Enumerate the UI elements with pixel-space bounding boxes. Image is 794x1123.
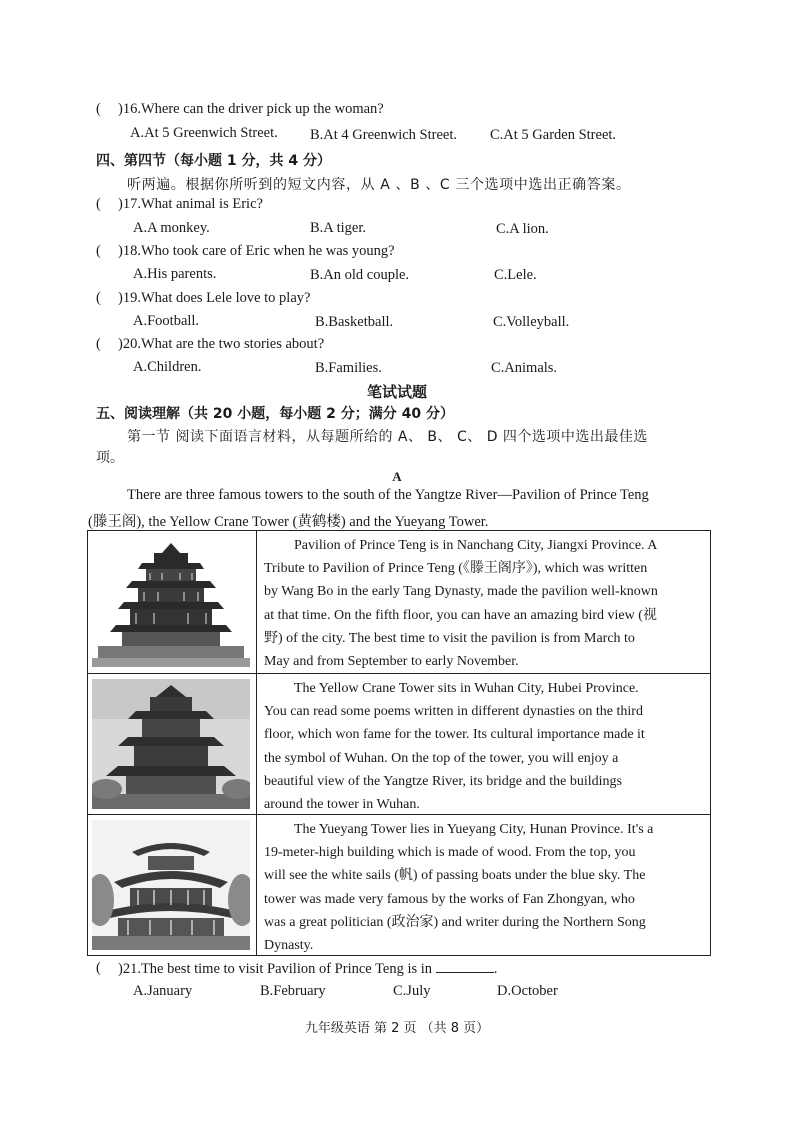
row-line: floor, which won fame for the tower. Its cultural importance made it <box>264 727 645 743</box>
q18-option-c: C.Lele. <box>494 267 537 283</box>
yellow-crane-tower-image <box>92 679 250 809</box>
q18-option-b: B.An old couple. <box>310 267 410 283</box>
passage-intro-line2: (滕王阁), the Yellow Crane Tower (黄鹤楼) and the Yueyang Tower. <box>88 514 489 530</box>
question-21-text: )21.The best time to visit Pavilion of Prince Teng is in <box>118 961 433 977</box>
q18-option-a: A.His parents. <box>133 266 217 282</box>
q21-option-c: C.July <box>393 983 431 999</box>
row-line: Tribute to Pavilion of Prince Teng (《滕王阁序》), which was written <box>264 561 648 577</box>
table-row <box>88 674 710 815</box>
q16-option-c: C.At 5 Garden Street. <box>490 127 617 143</box>
q21-option-d: D.October <box>497 983 558 999</box>
q19-option-b: B.Basketball. <box>315 314 394 330</box>
row-line: 19-meter-high building which is made of wood. From the top, you <box>264 845 636 861</box>
q21-option-b: B.February <box>260 983 326 999</box>
section4-instruction: 听两遍。根据你所听到的短文内容，从 A 、B 、C 三个选项中选出正确答案。 <box>127 177 631 193</box>
row-line: Dynasty. <box>264 938 314 954</box>
written-title: 笔试试题 <box>366 383 427 401</box>
q20-option-a: A.Children. <box>133 359 202 375</box>
row-line: May and from September to early November. <box>264 654 519 670</box>
question-19: )19.What does Lele love to play? <box>118 290 311 306</box>
table-row <box>88 531 710 674</box>
q21-option-a: A.January <box>133 983 193 999</box>
q20-option-c: C.Animals. <box>491 360 558 376</box>
passage-label: A <box>392 469 402 484</box>
row-line: the symbol of Wuhan. On the top of the tower, you will enjoy a <box>264 750 619 766</box>
q17-option-a: A.A monkey. <box>133 220 210 236</box>
question-18: )18.Who took care of Eric when he was young? <box>118 243 395 259</box>
row-line: You can read some poems written in different dynasties on the third <box>264 704 643 720</box>
question-21-end: . <box>493 961 498 977</box>
passage-intro-line1: There are three famous towers to the south of the Yangtze River—Pavilion of Prince Teng <box>127 487 649 503</box>
row-line: The Yellow Crane Tower sits in Wuhan City, Hubei Province. <box>294 681 639 696</box>
row-text <box>264 818 704 957</box>
question-17: )17.What animal is Eric? <box>118 196 263 212</box>
q19-option-c: C.Volleyball. <box>493 314 570 330</box>
table-row <box>88 815 710 955</box>
row-line: beautiful view of the Yangtze River, its bridge and the buildings <box>264 773 622 789</box>
row-line: was a great politician (政治家) and writer during the Northern Song <box>264 914 646 930</box>
answer-paren: ( <box>96 960 101 976</box>
q17-option-b: B.A tiger. <box>310 220 366 236</box>
row-line: at that time. On the fifth floor, you can have an amazing bird view (视 <box>264 607 657 623</box>
q17-option-c: C.A lion. <box>496 221 549 237</box>
question-21 <box>118 960 497 978</box>
section5-heading: 五、阅读理解（共 20 小题，每小题 2 分；满分 40 分） <box>96 406 454 422</box>
section4-heading: 四、第四节（每小题 1 分，共 4 分） <box>96 153 331 169</box>
row-text <box>264 677 704 816</box>
pavilion-prince-teng-image <box>92 539 250 667</box>
answer-blank <box>436 960 494 973</box>
row-line: tower was made very famous by the works of Fan Zhongyan, who <box>264 891 635 907</box>
answer-paren: ( <box>96 243 101 259</box>
row-line: Pavilion of Prince Teng is in Nanchang City, Jiangxi Province. A <box>294 538 658 553</box>
page-footer: 九年级英语 第 2 页 （共 8 页） <box>304 1021 490 1036</box>
section5-instruction: 第一节 阅读下面语言材料，从每题所给的 A、 B、 C、 D 四个选项中选出最佳选 <box>127 429 648 445</box>
question-16: )16.Where can the driver pick up the woman? <box>118 101 384 117</box>
row-line: The Yueyang Tower lies in Yueyang City, Hunan Province. It's a <box>294 822 654 837</box>
answer-paren: ( <box>96 196 101 212</box>
row-line: by Wang Bo in the early Tang Dynasty, made the pavilion well-known <box>264 584 658 600</box>
row-line: 野) of the city. The best time to visit the pavilion is from March to <box>264 630 635 646</box>
row-text <box>264 534 704 673</box>
question-20: )20.What are the two stories about? <box>118 336 325 352</box>
answer-paren: ( <box>96 336 101 352</box>
q16-option-b: B.At 4 Greenwich Street. <box>310 127 457 143</box>
passage-table <box>87 530 711 956</box>
row-line: will see the white sails (帆) of passing boats under the blue sky. The <box>264 868 646 884</box>
section5-instruction-cont: 项。 <box>96 450 124 466</box>
q16-option-a: A.At 5 Greenwich Street. <box>130 125 278 141</box>
yueyang-tower-image <box>92 820 250 950</box>
answer-paren: ( <box>96 290 101 306</box>
q20-option-b: B.Families. <box>315 360 382 376</box>
row-line: around the tower in Wuhan. <box>264 797 420 813</box>
answer-paren: ( <box>96 101 101 117</box>
q19-option-a: A.Football. <box>133 313 200 329</box>
